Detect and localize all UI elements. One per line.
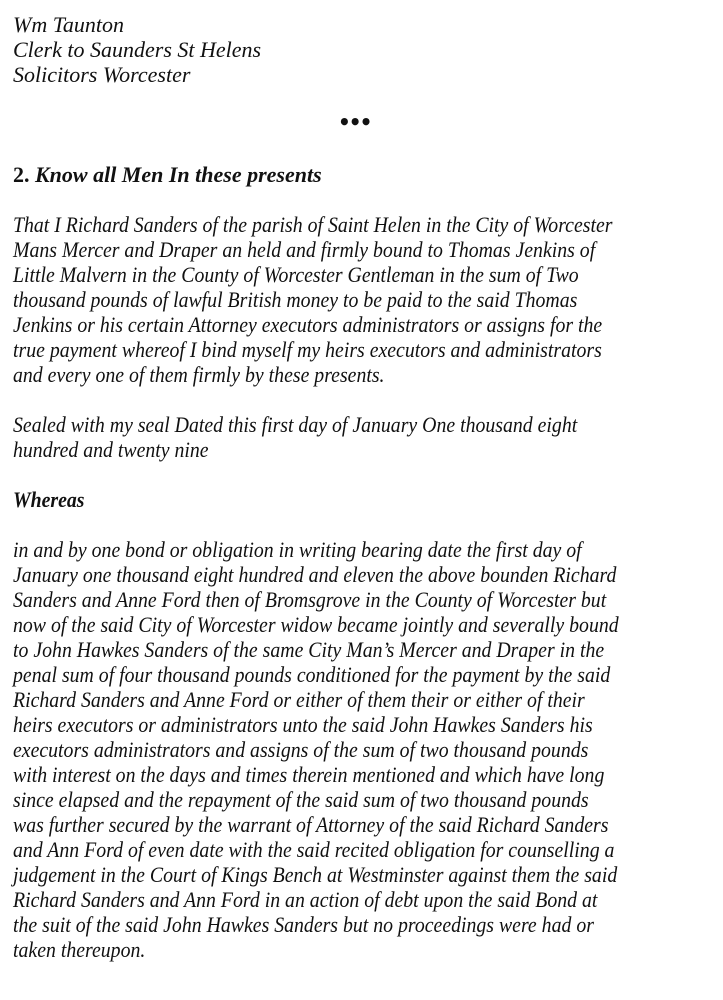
paragraph-line: and Ann Ford of even date with the said recited obligation for counselling a: [13, 837, 615, 862]
paragraph-line: was further secured by the warrant of Attorney of the said Richard Sanders: [13, 812, 609, 837]
signature-title: Clerk to Saunders St Helens: [13, 37, 262, 62]
section-number: 2.: [13, 162, 30, 187]
signature-firm: Solicitors Worcester: [13, 62, 191, 87]
paragraph-line: Mans Mercer and Draper an held and firmly bound to Thomas Jenkins of: [13, 237, 596, 262]
paragraph-line: Richard Sanders and Ann Ford in an action of debt upon the said Bond at: [13, 887, 598, 912]
paragraph-line: Jenkins or his certain Attorney executors administrators or assigns for the: [13, 312, 603, 337]
paragraph-line: since elapsed and the repayment of the said sum of two thousand pounds: [13, 787, 589, 812]
paragraph-line: and every one of them firmly by these presents.: [13, 362, 385, 387]
paragraph-line: with interest on the days and times therein mentioned and which have long: [13, 762, 605, 787]
paragraph-line: in and by one bond or obligation in writing bearing date the first day of: [13, 537, 582, 562]
whereas-heading: Whereas: [13, 487, 85, 512]
paragraph-line: That I Richard Sanders of the parish of Saint Helen in the City of Worcester: [13, 212, 613, 237]
paragraph-line: taken thereupon.: [13, 937, 146, 962]
paragraph-line: Sealed with my seal Dated this first day of January One thousand eight: [13, 412, 578, 437]
paragraph-line: thousand pounds of lawful British money to be paid to the said Thomas: [13, 287, 578, 312]
section-title: Know all Men In these presents: [35, 162, 322, 187]
signature-name: Wm Taunton: [13, 12, 125, 37]
paragraph-line: Little Malvern in the County of Worcester Gentleman in the sum of Two: [13, 262, 579, 287]
paragraph-line: penal sum of four thousand pounds conditioned for the payment by the said: [13, 662, 611, 687]
paragraph-line: true payment whereof I bind myself my heirs executors and administrators: [13, 337, 602, 362]
paragraph-line: Richard Sanders and Anne Ford or either of them their or either of their: [13, 687, 585, 712]
section-heading: [13, 162, 322, 187]
paragraph-line: heirs executors or administrators unto the said John Hawkes Sanders his: [13, 712, 593, 737]
paragraph-line: now of the said City of Worcester widow became jointly and severally bound: [13, 612, 619, 637]
paragraph-line: January one thousand eight hundred and eleven the above bounden Richard: [13, 562, 617, 587]
paragraph-line: hundred and twenty nine: [13, 437, 209, 462]
paragraph-line: Sanders and Anne Ford then of Bromsgrove in the County of Worcester but: [13, 587, 607, 612]
section-separator: •••: [338, 110, 371, 134]
paragraph-line: executors administrators and assigns of the sum of two thousand pounds: [13, 737, 589, 762]
paragraph-line: to John Hawkes Sanders of the same City Man’s Mercer and Draper in the: [13, 637, 605, 662]
paragraph-line: judgement in the Court of Kings Bench at Westminster against them the said: [13, 862, 618, 887]
paragraph-line: the suit of the said John Hawkes Sanders but no proceedings were had or: [13, 912, 594, 937]
